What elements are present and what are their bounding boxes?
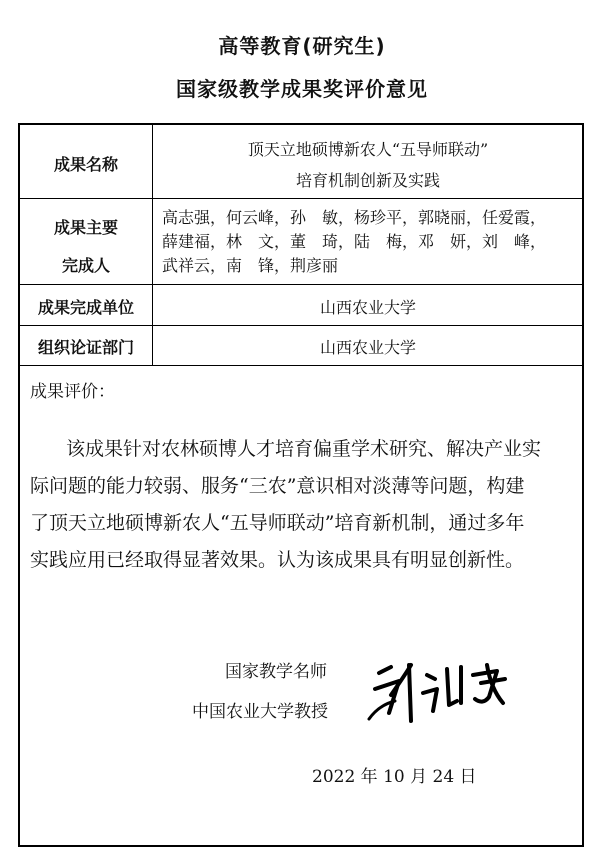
- contributors-label-line2: 完成人: [61, 256, 110, 275]
- achievement-name-line1: 顶天立地硕博新农人“五导师联动”: [247, 140, 489, 159]
- completion-unit-value: 山西农业大学: [319, 298, 416, 317]
- handwritten-signature: [365, 645, 525, 735]
- organizing-dept-value: 山西农业大学: [319, 338, 416, 357]
- evaluation-line: 际问题的能力较弱、服务“三农”意识相对淡薄等问题，构建: [30, 475, 525, 497]
- signer-title-line2: 中国农业大学教授: [192, 702, 328, 722]
- completion-unit-label: 成果完成单位: [37, 298, 134, 317]
- achievement-name-line2: 培育机制创新及实践: [295, 171, 440, 190]
- evaluation-line: 了顶天立地硕博新农人“五导师联动”培育新机制，通过多年: [30, 512, 525, 534]
- document-title-line1: 高等教育(研究生): [218, 34, 386, 58]
- evaluation-line: 该成果针对农林硕博人才培育偏重学术研究、解决产业实: [66, 438, 542, 460]
- evaluation-table: [18, 123, 584, 847]
- signer-title-line1: 国家教学名师: [225, 662, 327, 682]
- contributors-label-line1: 成果主要: [53, 218, 118, 237]
- evaluation-heading: 成果评价：: [30, 382, 115, 402]
- achievement-name-label: 成果名称: [53, 155, 118, 174]
- row-divider: [20, 325, 582, 326]
- column-divider: [152, 125, 153, 365]
- contributors-line: 薛建福，林 文，董 琦，陆 梅，邓 妍，刘 峰，: [162, 232, 547, 251]
- organizing-dept-label: 组织论证部门: [37, 338, 134, 357]
- row-divider: [20, 284, 582, 285]
- row-divider: [20, 365, 582, 366]
- contributors-line: 武祥云，南 锋，荆彦丽: [162, 256, 339, 275]
- evaluation-line: 实践应用已经取得显著效果。认为该成果具有明显创新性。: [30, 549, 525, 571]
- contributors-line: 高志强，何云峰，孙 敏，杨珍平，郭晓丽，任爱霞，: [162, 208, 547, 227]
- document-title-line2: 国家级教学成果奖评价意见: [176, 77, 428, 101]
- row-divider: [20, 198, 582, 199]
- signature-date: 2022 年 10 月 24 日: [312, 767, 477, 787]
